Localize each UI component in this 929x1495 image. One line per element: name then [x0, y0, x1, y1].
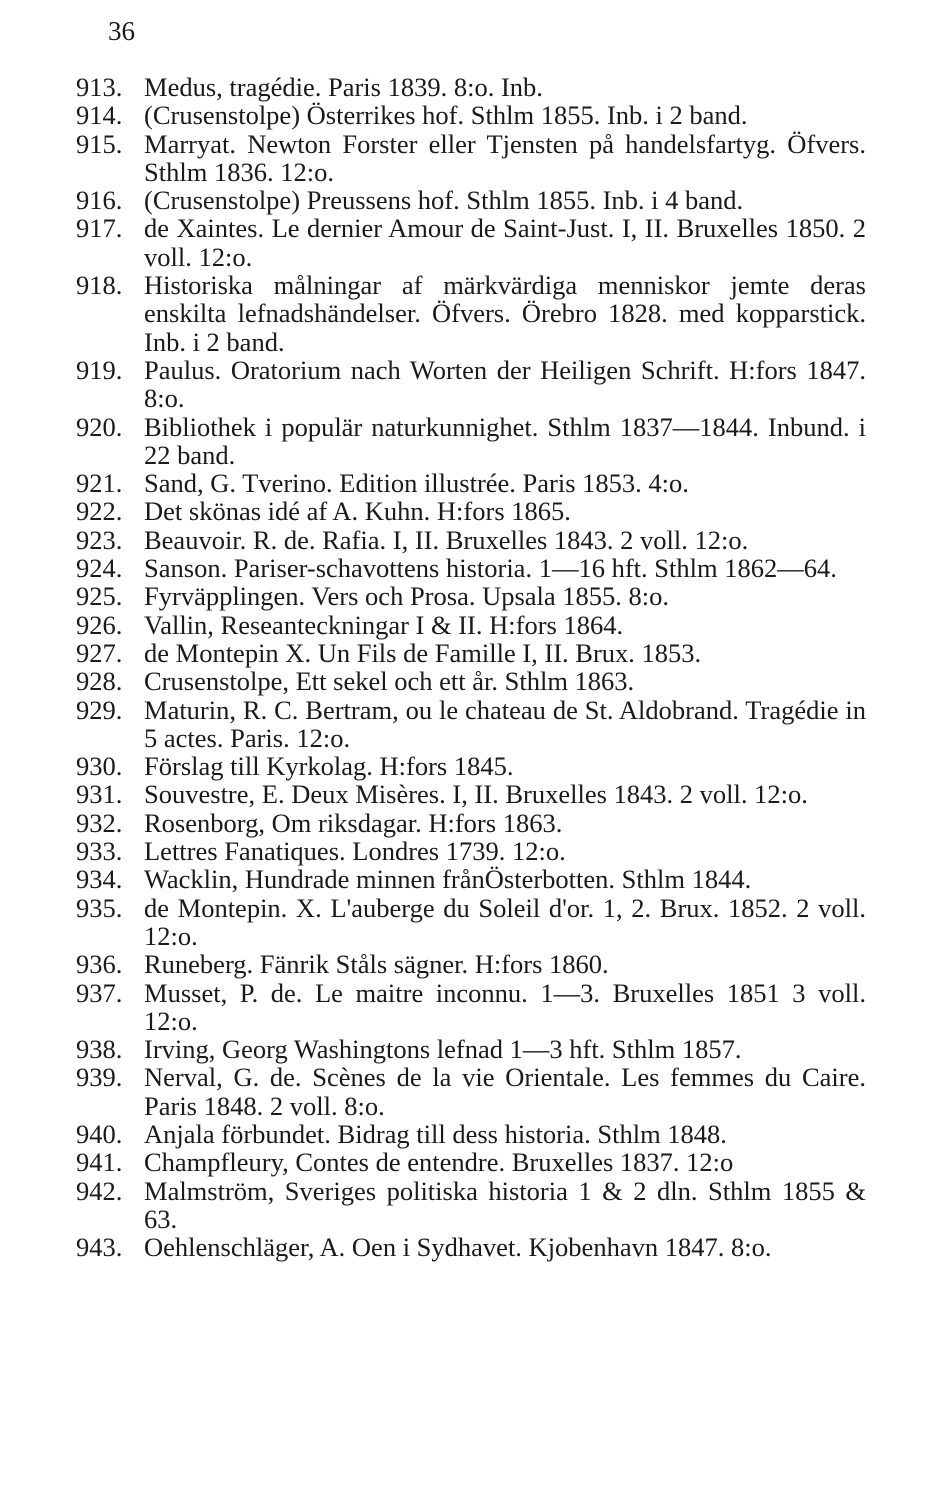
entry-text: Souvestre, E. Deux Misères. I, II. Bruxelles 1843. 2 voll. 12:o.	[144, 779, 808, 810]
entry-text: Runeberg. Fänrik Ståls sägner. H:fors 1860.	[144, 949, 609, 980]
entry-text: de Montepin. X. L'auberge du Soleil d'or. 1, 2. Brux. 1852. 2 voll. 12:o.	[144, 892, 866, 951]
entry-number: 933.	[76, 836, 123, 867]
catalog-entry	[76, 1035, 866, 1063]
entry-text: Historiska målningar af märkvärdiga menniskor jemte deras enskilta lefnadshändelser. Öfvers. Örebro 1828. med kopparstick. Inb. i 2 band.	[144, 270, 866, 357]
entry-text: Crusenstolpe, Ett sekel och ett år. Sthlm 1863.	[144, 666, 635, 697]
catalog-entry	[76, 469, 866, 497]
entry-number: 914.	[76, 100, 123, 131]
entry-number: 918.	[76, 270, 123, 301]
catalog-entry	[76, 1148, 866, 1176]
entry-text: Paulus. Oratorium nach Worten der Heiligen Schrift. H:fors 1847. 8:o.	[144, 354, 866, 414]
catalog-entry	[76, 186, 866, 214]
catalog-entry	[76, 809, 866, 837]
catalog-entry	[76, 780, 866, 808]
catalog-entry	[76, 497, 866, 525]
catalog-entry	[76, 696, 866, 753]
entry-number: 920.	[76, 411, 123, 442]
entry-text: Malmström, Sveriges politiska historia 1 & 2 dln. Sthlm 1855 & 63.	[144, 1175, 866, 1234]
entry-number: 925.	[76, 581, 123, 612]
entry-number: 931.	[76, 779, 123, 810]
entry-number: 937.	[76, 977, 123, 1008]
entry-text: Champfleury, Contes de entendre. Bruxelles 1837. 12:o	[144, 1147, 734, 1178]
catalog-entry	[76, 73, 866, 101]
entry-number: 932.	[76, 807, 123, 838]
entry-text: Sand, G. Tverino. Edition illustrée. Paris 1853. 4:o.	[144, 468, 689, 499]
entry-number: 923.	[76, 524, 123, 555]
entry-number: 916.	[76, 185, 123, 216]
entry-number: 919.	[76, 354, 123, 385]
catalog-entry	[76, 667, 866, 695]
entry-text: Medus, tragédie. Paris 1839. 8:o. Inb.	[144, 72, 543, 102]
catalog-entry	[76, 554, 866, 582]
entry-number: 940.	[76, 1118, 123, 1149]
entry-text: de Xaintes. Le dernier Amour de Saint-Just. I, II. Bruxelles 1850. 2 voll. 12:o.	[144, 213, 866, 272]
entry-text: Maturin, R. C. Bertram, ou le chateau de St. Aldobrand. Tragédie in 5 actes. Paris. 12:o.	[144, 694, 866, 753]
entry-text: Beauvoir. R. de. Rafia. I, II. Bruxelles 1843. 2 voll. 12:o.	[144, 524, 749, 555]
entry-text: (Crusenstolpe) Preussens hof. Sthlm 1855. Inb. i 4 band.	[144, 185, 744, 216]
catalog-entry	[76, 837, 866, 865]
catalog-entry	[76, 101, 866, 129]
entry-text: de Montepin X. Un Fils de Famille I, II. Brux. 1853.	[144, 637, 702, 668]
page-number: 36	[108, 16, 135, 46]
entry-number: 927.	[76, 637, 123, 668]
entry-text: Nerval, G. de. Scènes de la vie Orientale. Les femmes du Caire. Paris 1848. 2 voll. 8:o.	[144, 1062, 866, 1121]
entry-number: 942.	[76, 1175, 123, 1206]
entry-text: Det skönas idé af A. Kuhn. H:fors 1865.	[144, 496, 571, 527]
entry-number: 921.	[76, 468, 123, 499]
catalog-entry	[76, 1120, 866, 1148]
catalog-entry	[76, 271, 866, 356]
entry-number: 915.	[76, 128, 123, 159]
catalog-entry	[76, 1063, 866, 1120]
entry-number: 936.	[76, 949, 123, 980]
catalog-entry	[76, 950, 866, 978]
catalog-entry	[76, 894, 866, 951]
catalog-entry	[76, 130, 866, 187]
entry-number: 928.	[76, 666, 123, 697]
entry-text: Anjala förbundet. Bidrag till dess historia. Sthlm 1848.	[144, 1118, 727, 1149]
catalog-entry	[76, 639, 866, 667]
entry-number: 926.	[76, 609, 123, 640]
catalog-entries	[76, 73, 866, 1261]
catalog-entry	[76, 1233, 866, 1261]
entry-text: Sanson. Pariser-schavottens historia. 1—16 hft. Sthlm 1862—64.	[144, 553, 837, 584]
entry-number: 924.	[76, 553, 123, 584]
entry-number: 913.	[76, 72, 123, 102]
entry-number: 917.	[76, 213, 123, 244]
entry-text: Lettres Fanatiques. Londres 1739. 12:o.	[144, 836, 566, 867]
catalog-entry	[76, 582, 866, 610]
entry-number: 922.	[76, 496, 123, 527]
entry-number: 934.	[76, 864, 123, 895]
catalog-entry	[76, 413, 866, 470]
catalog-entry	[76, 752, 866, 780]
entry-text: (Crusenstolpe) Österrikes hof. Sthlm 1855. Inb. i 2 band.	[144, 100, 748, 131]
catalog-entry	[76, 214, 866, 271]
entry-number: 938.	[76, 1034, 123, 1065]
entry-text: Bibliothek i populär naturkunnighet. Sthlm 1837—1844. Inbund. i 22 band.	[144, 411, 866, 470]
catalog-entry	[76, 526, 866, 554]
entry-number: 939.	[76, 1062, 123, 1093]
entry-text: Förslag till Kyrkolag. H:fors 1845.	[144, 751, 514, 782]
entry-text: Vallin, Reseanteckningar I & II. H:fors 1864.	[144, 609, 624, 640]
entry-number: 943.	[76, 1232, 123, 1263]
entry-number: 929.	[76, 694, 123, 725]
entry-text: Marryat. Newton Forster eller Tjensten på handelsfartyg. Öfvers. Sthlm 1836. 12:o.	[144, 128, 866, 187]
catalog-entry	[76, 611, 866, 639]
entry-text: Wacklin, Hundrade minnen frånÖsterbotten. Sthlm 1844.	[144, 864, 752, 895]
entry-text: Rosenborg, Om riksdagar. H:fors 1863.	[144, 807, 563, 838]
entry-text: Fyrväpplingen. Vers och Prosa. Upsala 1855. 8:o.	[144, 581, 670, 612]
catalog-entry	[76, 1177, 866, 1234]
entry-number: 935.	[76, 892, 123, 923]
entry-text: Musset, P. de. Le maitre inconnu. 1—3. Bruxelles 1851 3 voll. 12:o.	[144, 977, 866, 1036]
catalog-entry	[76, 865, 866, 893]
entry-text: Oehlenschläger, A. Oen i Sydhavet. Kjobenhavn 1847. 8:o.	[144, 1232, 772, 1263]
entry-text: Irving, Georg Washingtons lefnad 1—3 hft. Sthlm 1857.	[144, 1034, 742, 1065]
catalog-entry	[76, 979, 866, 1036]
entry-number: 941.	[76, 1147, 123, 1178]
entry-number: 930.	[76, 751, 123, 782]
catalog-entry	[76, 356, 866, 413]
